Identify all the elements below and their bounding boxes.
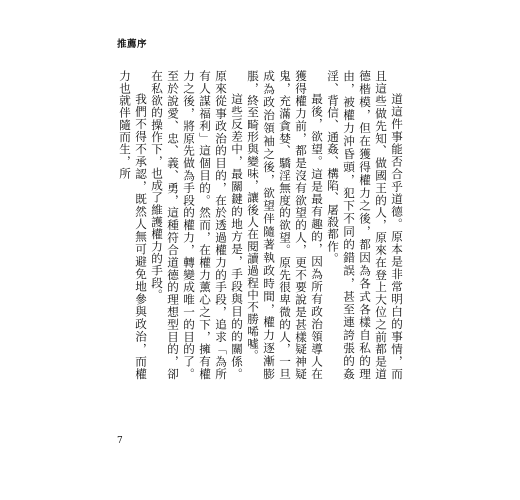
paragraph: 這些反差中，最關鍵的地方是，手段與目的的關係。原來從事政治的目的，在於透過權力的手段，追求「為所有人謀福利」這個目的。然而，在權力薰心之下，擁有權力之後，將原先做為手段的權力，轉變成唯一的目的了。至於說愛、忠、義、勇，這種符合道德的理想型目的，卻在私欲的操作下，也成了維護權力的手段。 xyxy=(150,70,244,380)
paragraph: 最後，欲望。這是最有趣的，因為所有政治領導人在獲得權力前，都是沒有欲望的人，更不要說是甚樣疑神疑鬼，充滿貪婪、驕淫無度的欲望。原先很卑微的人，一旦成為政治領袖之後，欲望伴隨著執政時間，權力逐漸膨脹，終至畸形與變味，讓後人在閱讀過程中不勝唏噓。 xyxy=(246,70,324,380)
paragraph: 我們不得不承認，既然人無可避免地參與政治，而權力也就伴隨而生，所 xyxy=(118,70,148,380)
page-number: 7 xyxy=(117,436,123,446)
paragraph: 道這件事能否合乎道德。原本是非常明白的事情，而且這些做先知、做國王的人，原來在登上大位之前都是道德楷模，但在獲得權力之後，都因為各式各樣自私的理由，被權力沖昏頭，犯下不同的錯誤，甚至連誇張的姦淫、背信、通姦、構陷、屠殺都作。 xyxy=(326,70,404,380)
running-header: 推薦序 xyxy=(117,39,148,50)
vertical-body-text xyxy=(117,70,405,380)
